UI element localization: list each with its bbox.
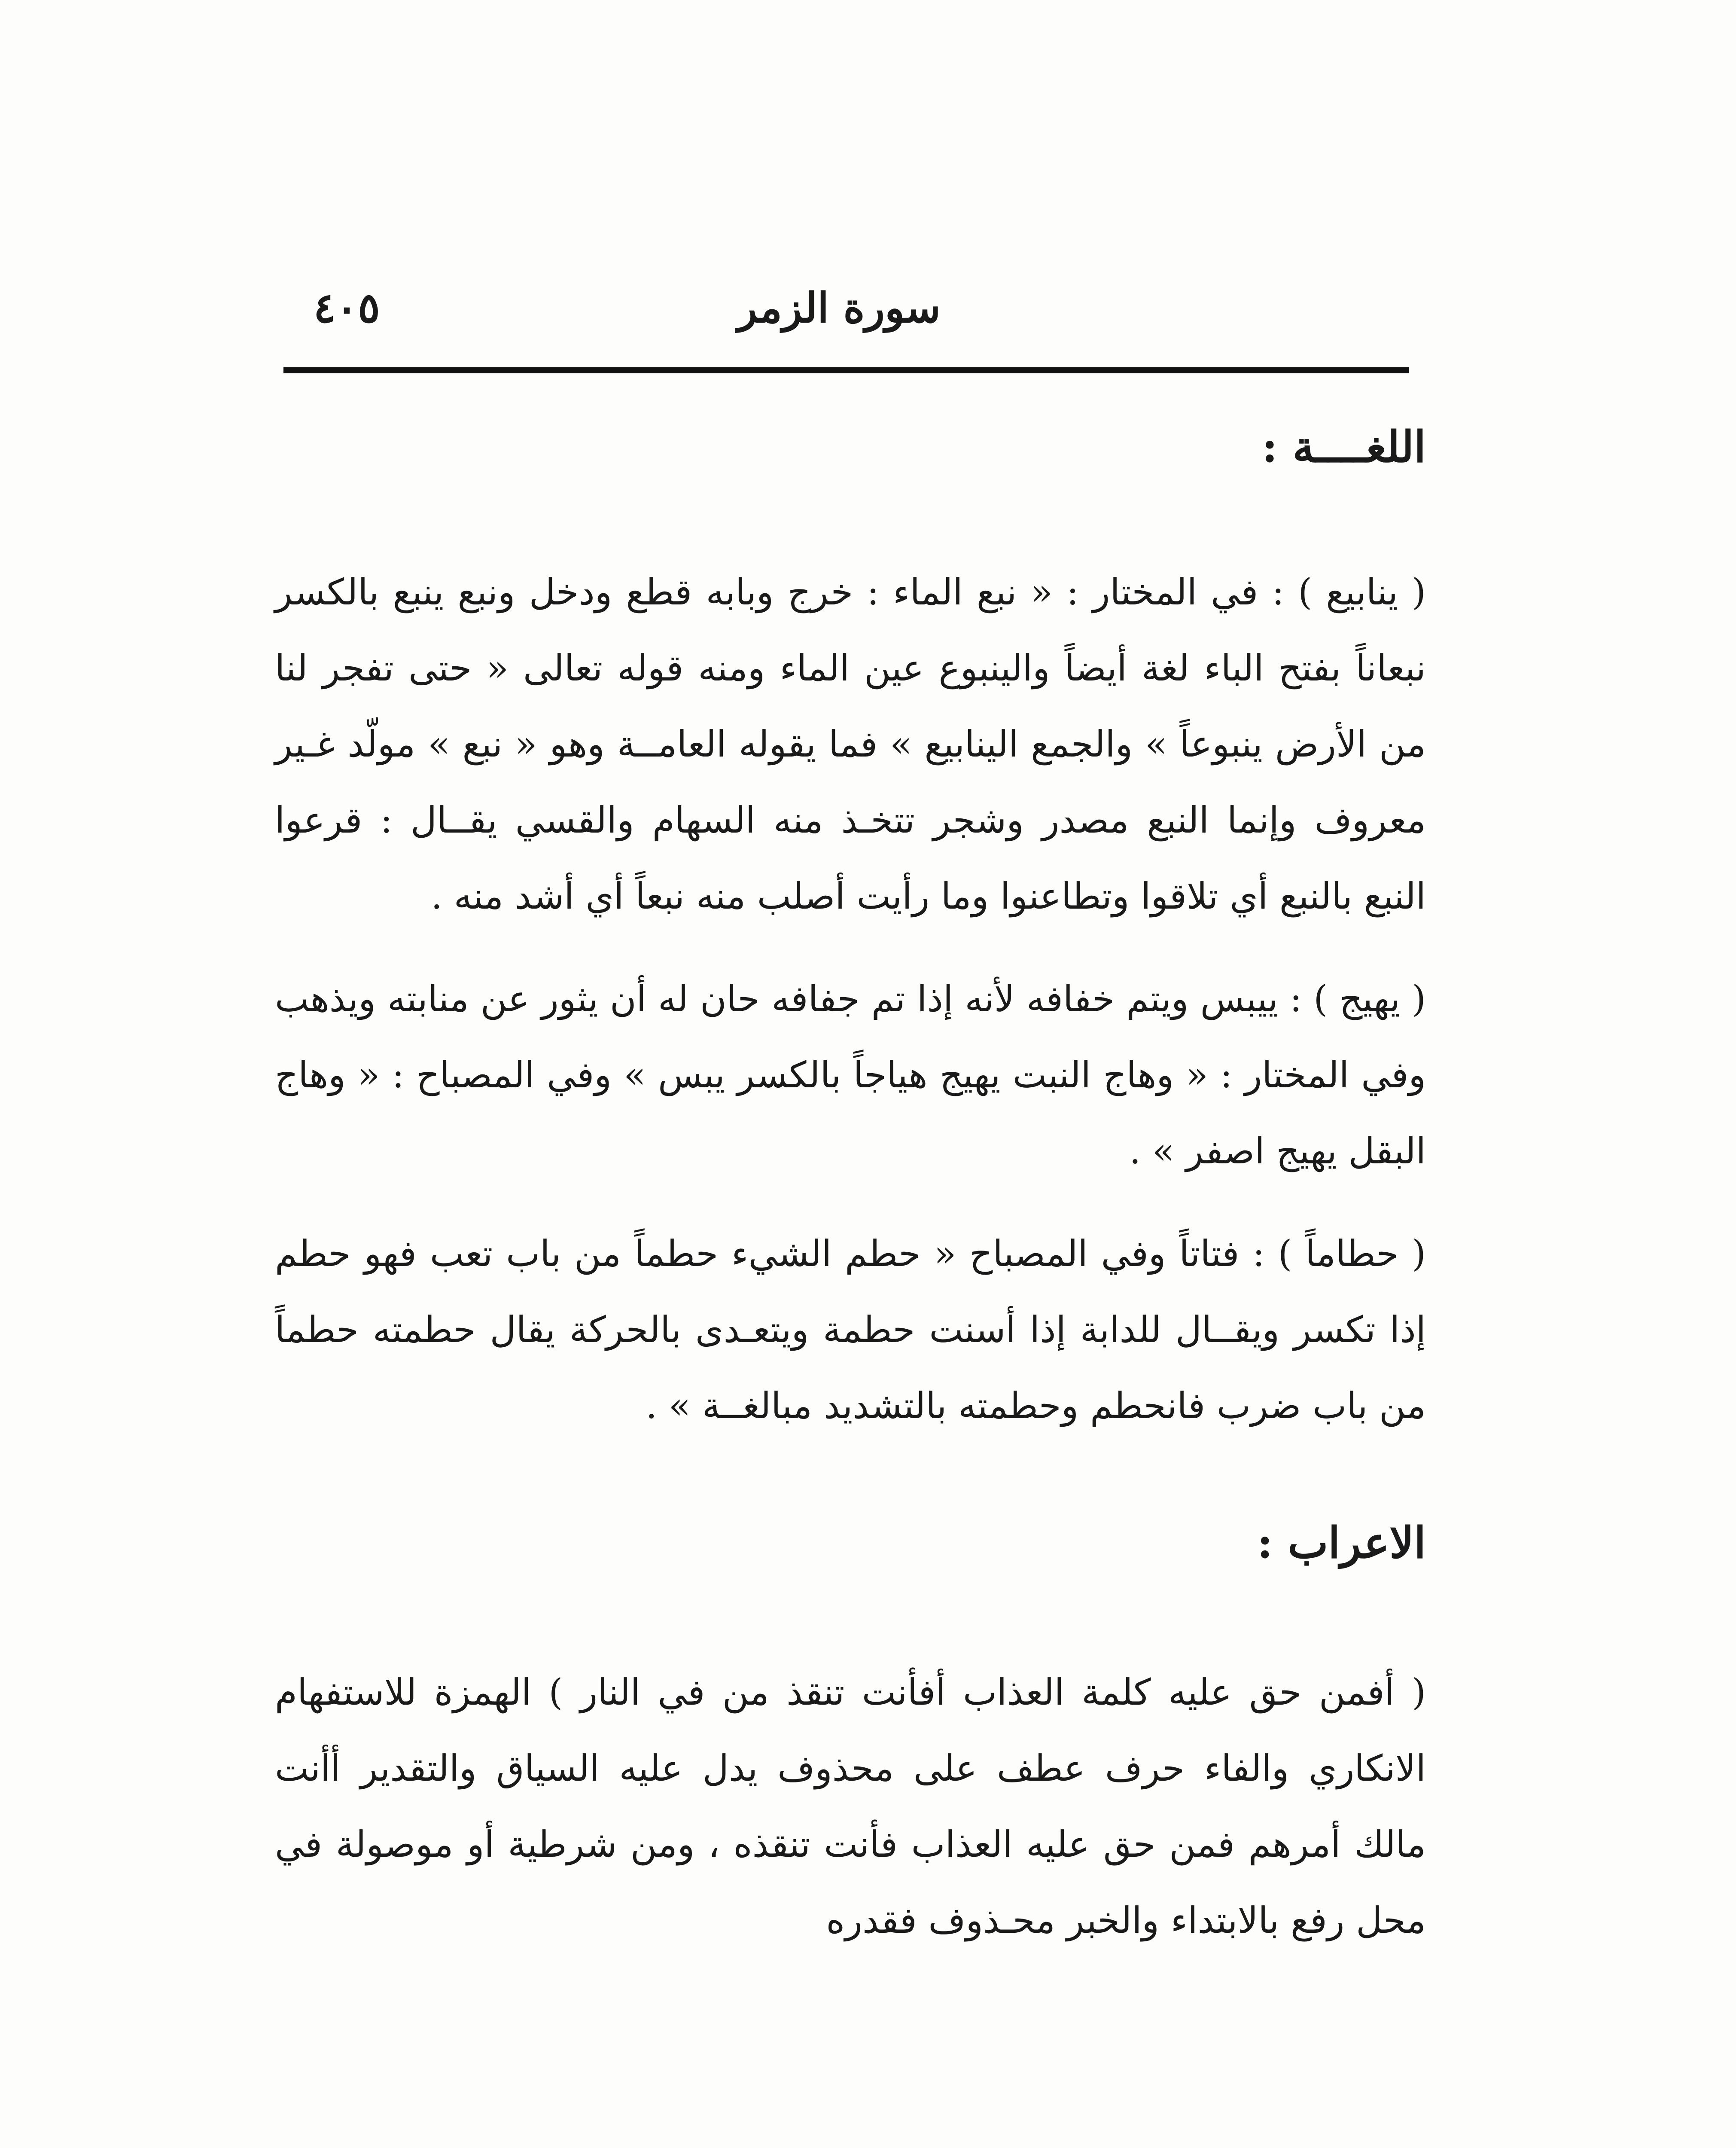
page-content: [275, 404, 1426, 1985]
paragraph-yanabi: ( ينابيع ) : في المختار : « نبع الماء : خرج وبابه قطع ودخل ونبع ينبع بالكسر نبعاناً بفتح الباء لغة أيضاً والينبوع عين الماء ومنه قوله تعالى « حتى تفجر لنا من الأرض ينبوعاً » والجمع الينابيع » فما يقوله العامــة وهو « نبع » مولّد غـير معروف وإنما النبع مصدر وشجر تتخـذ منه السهام والقسي يقــال : قرعوا النبع بالنبع أي تلاقوا وتطاعنوا وما رأيت أصلب منه نبعاً أي أشد منه .: [275, 571, 1426, 917]
paragraph-afaman: ( أفمن حق عليه كلمة العذاب أفأنت تنقذ من في النار ) الهمزة للاستفهام الانكاري والفاء حرف عطف على محذوف يدل عليه السياق والتقدير أأنت مالك أمرهم فمن حق عليه العذاب فأنت تنقذه ، ومن شرطية أو موصولة في محل رفع بالابتداء والخبر محـذوف فقدره: [275, 1671, 1426, 1941]
page-header: [279, 266, 1413, 344]
page-title: سورة الزمر: [737, 284, 941, 332]
section-heading-lugha: اللغــــة :: [1261, 421, 1426, 472]
page-number: ٤٠٥: [314, 284, 380, 332]
section-heading-irab: الاعراب :: [1257, 1517, 1426, 1568]
paragraph-yahij: ( يهيج ) : ييبس ويتم خفافه لأنه إذا تم جفافه حان له أن يثور عن منابته ويذهب وفي المختار : « وهاج النبت يهيج هياجاً بالكسر يبس » وفي المصباح : « وهاج البقل يهيج اصفر » .: [275, 978, 1426, 1172]
paragraph-hutaman: ( حطاماً ) : فتاتاً وفي المصباح « حطم الشيء حطماً من باب تعب فهو حطم إذا تكسر ويقــال للدابة إذا أسنت حطمة ويتعـدى بالحركة يقال حطمته حطماً من باب ضرب فانحطم وحطمته بالتشديد مبالغــة » .: [275, 1233, 1426, 1427]
header-divider: [283, 367, 1409, 373]
